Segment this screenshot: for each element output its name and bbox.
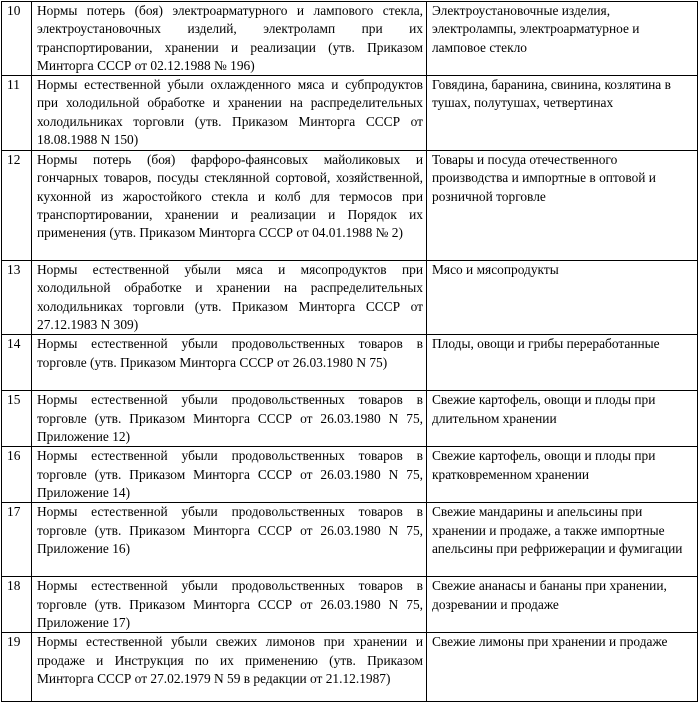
document-title: Нормы естественной убыли продовольственных товаров в торговле (утв. Приказом Минторга СССР от 26.03.1980 N 75, Приложение 14) <box>32 447 427 503</box>
table-row <box>2 633 698 702</box>
goods-description: Свежие ананасы и бананы при хранении, дозревании и продаже <box>427 577 698 633</box>
goods-description: Говядина, баранина, свинина, козлятина в тушах, полутушах, четвертинах <box>427 76 698 151</box>
goods-description: Свежие картофель, овощи и плоды при длительном хранении <box>427 391 698 447</box>
norms-table <box>1 1 698 702</box>
row-number: 11 <box>2 76 32 151</box>
row-number: 12 <box>2 151 32 261</box>
document-title: Нормы естественной убыли продовольственных товаров в торговле (утв. Приказом Минторга СССР от 26.03.1980 N 75, Приложение 12) <box>32 391 427 447</box>
document-title: Нормы естественной убыли мяса и мясопродуктов при холодильной обработке и хранении на распределительных холодильниках торговли (утв. Приказом Минторга СССР от 27.12.1983 N 309) <box>32 261 427 335</box>
row-number: 17 <box>2 503 32 577</box>
document-title: Нормы естественной убыли продовольственных товаров в торговле (утв. Приказом Минторга СССР от 26.03.1980 N 75) <box>32 335 427 391</box>
document-title: Нормы естественной убыли продовольственных товаров в торговле (утв. Приказом Минторга СССР от 26.03.1980 N 75, Приложение 17) <box>32 577 427 633</box>
row-number: 18 <box>2 577 32 633</box>
table-row <box>2 335 698 391</box>
table-row <box>2 2 698 76</box>
row-number: 13 <box>2 261 32 335</box>
row-number: 16 <box>2 447 32 503</box>
table-row <box>2 447 698 503</box>
document-title: Нормы потерь (боя) фарфоро-фаянсовых майоликовых и гончарных товаров, посуды стеклянной сортовой, хозяйственной, кухонной из жаростойкого стекла и колб для термосов при транспортировании, хранении и реализации и Порядок их применения (утв. Приказом Минторга СССР от 04.01.1988 № 2) <box>32 151 427 261</box>
table-row <box>2 503 698 577</box>
document-title: Нормы естественной убыли свежих лимонов при хранении и продаже и Инструкция по их применению (утв. Приказом Минторга СССР от 27.02.1979 N 59 в редакции от 21.12.1987) <box>32 633 427 702</box>
row-number: 19 <box>2 633 32 702</box>
row-number: 14 <box>2 335 32 391</box>
row-number: 10 <box>2 2 32 76</box>
goods-description: Электроустановочные изделия, электролампы, электроарматурное и ламповое стекло <box>427 2 698 76</box>
document-title: Нормы естественной убыли продовольственных товаров в торговле (утв. Приказом Минторга СССР от 26.03.1980 N 75, Приложение 16) <box>32 503 427 577</box>
goods-description: Свежие картофель, овощи и плоды при кратковременном хранении <box>427 447 698 503</box>
document-title: Нормы естественной убыли охлажденного мяса и субпродуктов при холодильной обработке и хранении на распределительных холодильниках торговли (утв. Приказом Минторга СССР от 18.08.1988 N 150) <box>32 76 427 151</box>
table-row <box>2 151 698 261</box>
table-row <box>2 261 698 335</box>
goods-description: Товары и посуда отечественного производства и импортные в оптовой и розничной торговле <box>427 151 698 261</box>
goods-description: Плоды, овощи и грибы переработанные <box>427 335 698 391</box>
table-row <box>2 577 698 633</box>
row-number: 15 <box>2 391 32 447</box>
goods-description: Свежие лимоны при хранении и продаже <box>427 633 698 702</box>
goods-description: Мясо и мясопродукты <box>427 261 698 335</box>
document-title: Нормы потерь (боя) электроарматурного и лампового стекла, электроустановочных изделий, электроламп при их транспортировании, хранении и реализации (утв. Приказом Минторга СССР от 02.12.1988 № 196) <box>32 2 427 76</box>
table-row <box>2 391 698 447</box>
table-row <box>2 76 698 151</box>
goods-description: Свежие мандарины и апельсины при хранении и продаже, а также импортные апельсины при рефрижерации и фумигации <box>427 503 698 577</box>
